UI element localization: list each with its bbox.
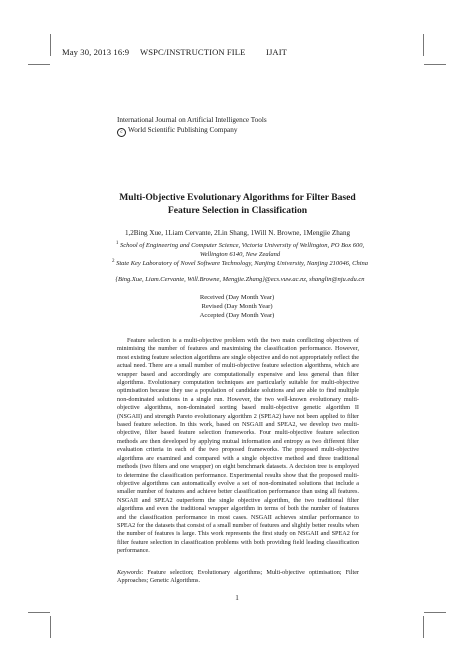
journal-name: International Journal on Artificial Intelligence Tools [117,116,267,124]
journal-publisher-line [117,126,367,137]
keywords [117,569,359,586]
crop-mark-bottom-right-h [424,612,446,613]
affiliation-2-text: State Key Laboratory of Novel Software Technology, Nanjing University, Nanjing 210046, China [116,260,369,268]
running-head [62,47,422,57]
submission-dates [137,293,337,321]
affiliation-2 [102,258,378,269]
running-head-journal: IJAIT [266,47,288,57]
copyright-icon: c [117,128,126,137]
crop-mark-top-right-h [424,64,446,65]
abstract: Feature selection is a multi-objective problem with the two main conflicting objectives of minimising the number of features and maximising the classification performance. However, most existing feature selection algorithms are single objective and do not appropriately reflect the actual need. There are a small number of multi-objective feature selection algorithms, which are wrapper based and accordingly are computationally expensive and less general than filter algorithms. Evolutionary computation techniques are particularly suitable for multi-objective optimisation because they use a population of candidate solutions and are able to find multiple non-dominated solutions in a single run. However, the two well-known evolutionary multi-objective algorithms, non-dominated sorting based multi-objective genetic algorithm II (NSGAII) and strength Pareto evolutionary algorithm 2 (SPEA2) have not been applied to filter based feature selection. In this work, based on NSGAII and SPEA2, we develop two multi-objective, filter based feature selection frameworks. Four multi-objective feature selection methods are then developed by applying mutual information and entropy as two different filter evaluation criteria in each of the two proposed frameworks. The proposed multi-objective algorithms are examined and compared with a single objective method and three traditional methods (two filters and one wrapper) on eight benchmark datasets. A decision tree is employed to determine the classification performance. Experimental results show that the proposed multi-objective algorithms can automatically evolve a set of non-dominated solutions that include a smaller number of features and achieve better classification performance than using all features. NSGAII and SPEA2 outperform the single objective algorithm, the two traditional filter algorithms and even the traditional wrapper algorithm in terms of both the number of features and the classification performance in most cases. NSGAII achieves similar performance to SPEA2 for the datasets that consist of a small number of features and slightly better results when the number of features is large. This work represents the first study on NSGAII and SPEA2 for filter feature selection in classification problems with both providing field leading classification performance. [117,337,359,555]
affiliation-1-mark: 1 [115,241,119,246]
date-accepted: Accepted (Day Month Year) [199,312,275,320]
crop-mark-top-left-h [28,64,50,65]
paper-title: Multi-Objective Evolutionary Algorithms for Filter Based Feature Selection in Classification [119,192,356,216]
keywords-label: Keywords [117,569,142,576]
crop-mark-bottom-right-v [423,616,424,638]
author-emails: {Bing.Xue, Liam.Cervante, Will.Browne, Mengjie.Zhang}@ecs.vuw.ac.nz, shanglin@nju.edu.cn [115,276,365,283]
crop-mark-top-right-v [423,34,424,56]
journal-publisher: World Scientific Publishing Company [128,125,238,134]
affiliation-2-mark: 2 [111,259,115,264]
page-number: 1 [235,594,239,602]
keywords-text: : Feature selection; Evolutionary algorithms; Multi-objective optimisation; Filter Approaches; Genetic Algorithms. [117,569,359,585]
journal-info [117,116,367,137]
running-head-file: WSPC/INSTRUCTION FILE [140,47,246,57]
crop-mark-top-left-v [50,34,51,56]
crop-mark-bottom-left-h [28,612,50,613]
affiliation-1 [102,240,378,259]
date-revised: Revised (Day Month Year) [201,303,273,311]
crop-mark-bottom-left-v [50,616,51,638]
date-received: Received (Day Month Year) [199,294,275,301]
running-head-date: May 30, 2013 16:9 [62,47,130,57]
author-list: 1,2Bing Xue, 1Liam Cervante, 2Lin Shang, 1Will N. Browne, 1Mengjie Zhang [124,229,351,237]
affiliation-1-text: School of Engineering and Computer Science, Victoria University of Wellington, PO Box 600, Wellington 6140, New Zealand [119,242,365,258]
